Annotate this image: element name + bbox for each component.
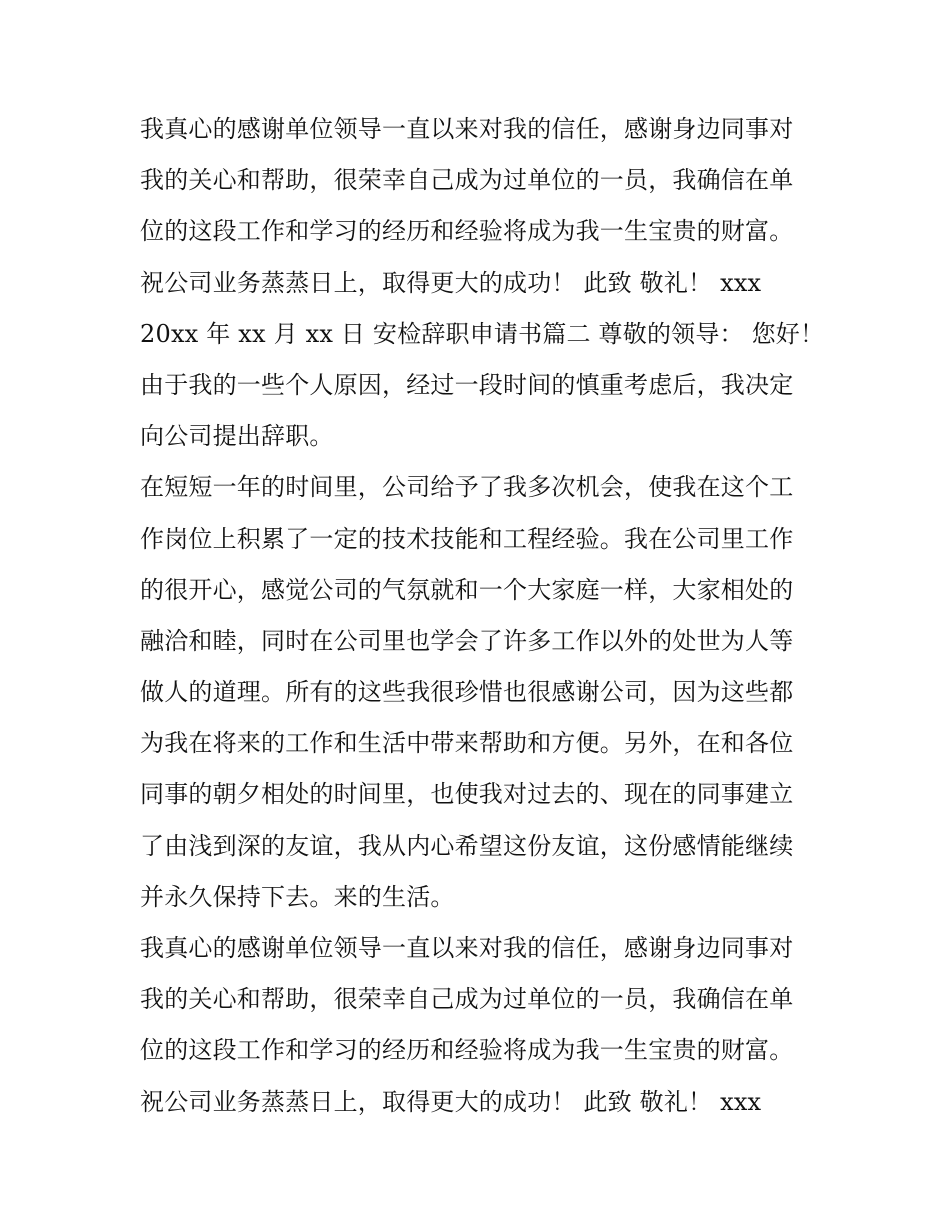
text-line: 位的这段工作和学习的经历和经验将成为我一生宝贵的财富。 (140, 1036, 794, 1065)
text-line: 为我在将来的工作和生活中带来帮助和方便。另外，在和各位 (140, 729, 794, 758)
document-body (140, 104, 830, 1128)
text-line: 同事的朝夕相处的时间里，也使我对过去的、现在的同事建立 (140, 780, 794, 809)
text-line: 做人的道理。所有的这些我很珍惜也很感谢公司，因为这些都 (140, 678, 794, 707)
text-line: 融洽和睦，同时在公司里也学会了许多工作以外的处世为人等 (140, 626, 794, 655)
text-line: 的很开心，感觉公司的气氛就和一个大家庭一样，大家相处的 (140, 575, 794, 604)
text-line: 20xx 年 xx 月 xx 日 安检辞职申请书篇二 尊敬的领导： 您好！ (140, 319, 825, 348)
text-line: 祝公司业务蒸蒸日上，取得更大的成功！ 此致 敬礼！ xxx (140, 268, 762, 297)
text-line: 我的关心和帮助，很荣幸自己成为过单位的一员，我确信在单 (140, 166, 794, 195)
text-line: 位的这段工作和学习的经历和经验将成为我一生宝贵的财富。 (140, 217, 794, 246)
text-line: 作岗位上积累了一定的技术技能和工程经验。我在公司里工作 (140, 524, 794, 553)
text-line: 我真心的感谢单位领导一直以来对我的信任，感谢身边同事对 (140, 934, 794, 962)
text-line: 祝公司业务蒸蒸日上，取得更大的成功！ 此致 敬礼！ xxx (140, 1087, 762, 1116)
text-line: 并永久保持下去。来的生活。 (140, 882, 455, 911)
text-line: 向公司提出辞职。 (140, 422, 334, 451)
text-line: 由于我的一些个人原因，经过一段时间的慎重考虑后，我决定 (140, 370, 794, 399)
text-line: 在短短一年的时间里，公司给予了我多次机会，使我在这个工 (140, 473, 794, 502)
text-line: 我的关心和帮助，很荣幸自己成为过单位的一员，我确信在单 (140, 985, 794, 1014)
text-line: 我真心的感谢单位领导一直以来对我的信任，感谢身边同事对 (140, 115, 794, 143)
text-line: 了由浅到深的友谊，我从内心希望这份友谊，这份感情能继续 (140, 831, 794, 860)
